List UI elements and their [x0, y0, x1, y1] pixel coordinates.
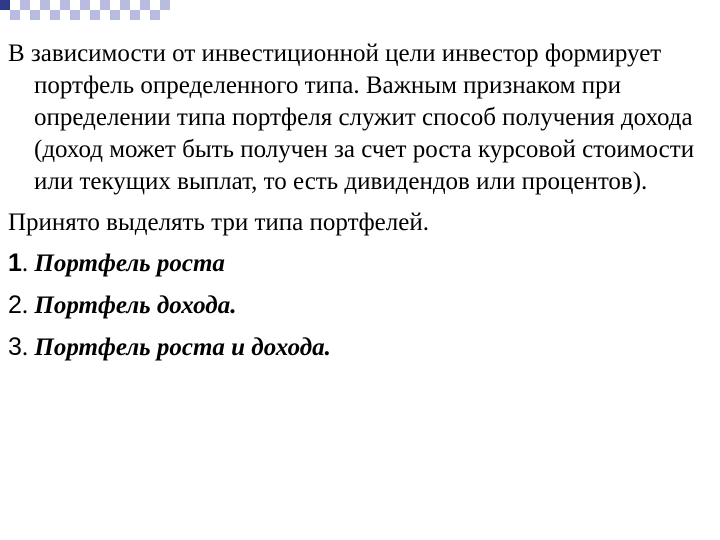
list-number: 3: [8, 333, 22, 361]
list-separator: .: [21, 334, 35, 361]
slide-decoration: [0, 0, 170, 20]
list-title: Портфель роста: [34, 250, 225, 277]
list-item-2: [8, 289, 716, 322]
list-separator: .: [21, 292, 35, 319]
intro-text: Принято выделять три типа портфелей.: [8, 209, 429, 236]
list-separator: .: [21, 250, 35, 277]
list-item-3: [8, 331, 716, 364]
list-title: Портфель роста и дохода.: [34, 334, 331, 361]
list-number: 2: [8, 291, 22, 319]
slide-body: [8, 38, 716, 364]
main-paragraph: В зависимости от инвестиционной цели инвестор формирует портфель определенного типа. Важным признаком при определении типа портфеля служит способ получения дохода (доход может быть получен за счет роста курсовой стоимости или текущих выплат, то есть дивидендов или процентов).: [8, 40, 695, 195]
list-number: 1: [8, 249, 22, 277]
list-item-1: [8, 247, 716, 280]
list-title: Портфель дохода.: [34, 292, 237, 319]
